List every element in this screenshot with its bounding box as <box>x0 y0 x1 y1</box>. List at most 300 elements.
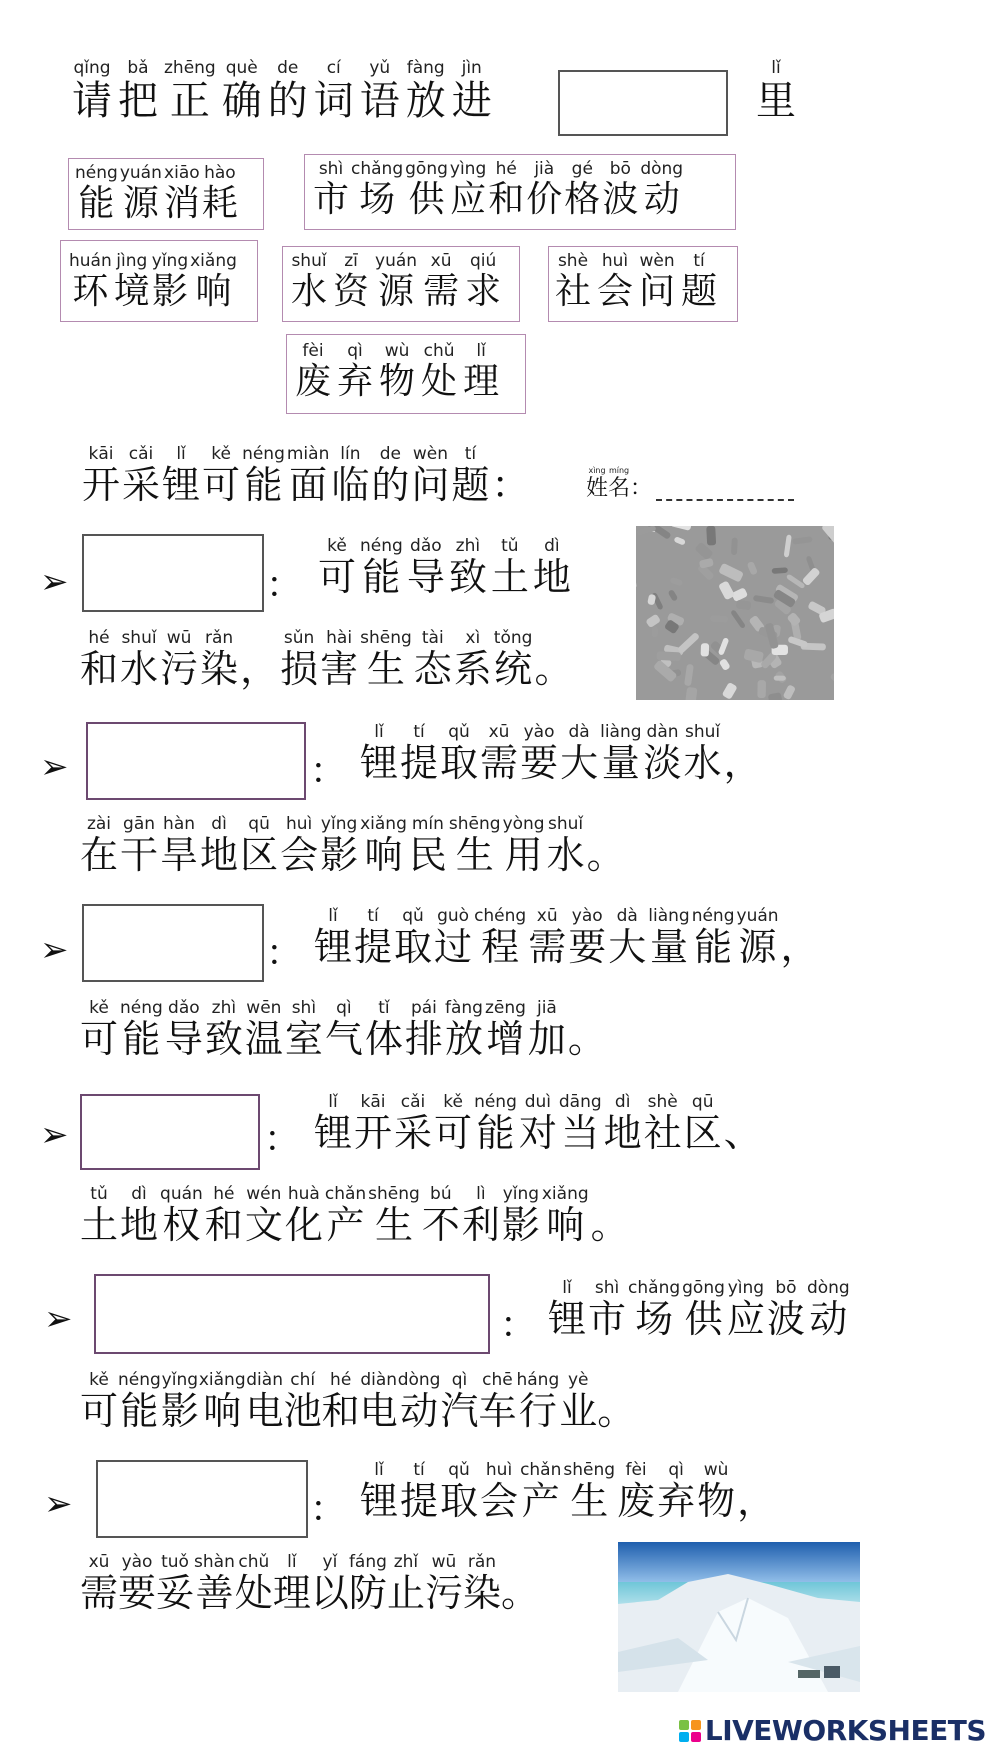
hanzi: 问 <box>639 271 676 312</box>
hanzi: 物 <box>379 361 416 402</box>
ruby-char <box>644 722 682 786</box>
pinyin: shēng <box>360 628 412 648</box>
hanzi: 场 <box>635 1297 674 1341</box>
hanzi: 能 <box>476 1111 515 1155</box>
pinyin: rǎn <box>467 1552 497 1572</box>
hanzi: 水 <box>291 271 328 312</box>
ruby-char <box>314 58 354 124</box>
hanzi: 区 <box>683 1111 722 1155</box>
hanzi: 名 <box>608 476 631 501</box>
pinyin: xiǎng <box>198 1370 246 1390</box>
pinyin: tí <box>413 722 425 742</box>
hanzi: 消 <box>163 183 200 224</box>
word-card-environmental-impact[interactable] <box>60 240 258 322</box>
hanzi: 可 <box>80 1017 119 1061</box>
hanzi: ， <box>780 925 819 969</box>
bullet-arrow: ➢ <box>40 1115 69 1155</box>
pinyin: zēng <box>484 998 526 1018</box>
ruby-char <box>400 1460 438 1524</box>
ruby-char <box>360 1460 398 1524</box>
word-card-social-issues[interactable] <box>548 246 738 322</box>
ruby-char <box>80 1184 118 1248</box>
ruby-char <box>528 998 566 1062</box>
ruby-char <box>122 444 160 508</box>
ruby-char <box>118 58 158 124</box>
ruby-char <box>440 1370 478 1434</box>
ruby-char <box>245 1184 283 1248</box>
pinyin: yào <box>571 906 603 926</box>
lithium-pellets-photo <box>636 526 834 700</box>
pinyin: zhì <box>211 998 237 1018</box>
pinyin: qì <box>451 1370 468 1390</box>
logo-text: LIVEWORKSHEETS <box>704 1714 986 1747</box>
ruby-char <box>406 58 446 124</box>
bullet-arrow: ➢ <box>44 1484 73 1524</box>
hanzi: 生 <box>366 647 405 691</box>
hanzi: 地 <box>200 833 239 877</box>
ruby-char <box>285 1184 323 1248</box>
section-heading <box>82 444 531 508</box>
ruby-char <box>371 444 409 508</box>
hanzi: 导 <box>164 1017 203 1061</box>
pinyin: tí <box>693 251 705 271</box>
pinyin: huì <box>601 251 629 271</box>
ruby-char <box>503 814 545 878</box>
ruby-char <box>199 1370 246 1434</box>
pinyin: xiǎng <box>190 251 237 271</box>
ruby-char <box>463 341 499 402</box>
hanzi: 的 <box>267 78 308 124</box>
pinyin: zài <box>86 814 112 834</box>
colon: ： <box>500 1305 537 1346</box>
pinyin: néng <box>120 998 163 1018</box>
instruction-text <box>72 58 498 124</box>
hanzi: 要 <box>568 925 607 969</box>
hanzi: 、 <box>723 1111 762 1155</box>
pinyin: hé <box>213 1184 235 1204</box>
hanzi: 题 <box>681 271 718 312</box>
ruby-char <box>462 1184 500 1248</box>
pinyin: yìng <box>449 159 487 179</box>
ruby-char <box>586 466 608 501</box>
pinyin: lǐ <box>328 906 338 926</box>
pinyin: zī <box>344 251 358 271</box>
ruby-char <box>118 1552 156 1616</box>
colon: ： <box>310 751 347 792</box>
ruby-char <box>80 1370 118 1434</box>
pinyin: xū <box>536 906 558 926</box>
hanzi: 导 <box>406 555 445 599</box>
hanzi: 取 <box>440 741 479 785</box>
hanzi: 温 <box>244 1017 283 1061</box>
pinyin: de <box>379 444 401 464</box>
ruby-char <box>333 251 369 312</box>
pinyin: bú <box>430 1184 452 1204</box>
ruby-char <box>349 1552 387 1616</box>
pinyin <box>753 1460 758 1480</box>
hanzi: 和 <box>488 179 525 220</box>
ruby-char <box>202 163 238 224</box>
ruby-char <box>617 1460 655 1524</box>
hanzi: 大 <box>560 741 599 785</box>
pinyin: xiāo <box>164 163 200 183</box>
ruby-char <box>559 1092 602 1156</box>
hanzi: 社 <box>555 271 592 312</box>
pinyin: hé <box>495 159 517 179</box>
ruby-char <box>360 536 403 600</box>
hanzi: 对 <box>518 1111 557 1155</box>
hanzi: 地 <box>120 1203 159 1247</box>
ruby-char <box>194 1552 235 1616</box>
pinyin: lǐ <box>176 444 186 464</box>
hanzi: 动 <box>400 1389 439 1433</box>
hanzi: 。 <box>590 1203 629 1247</box>
hanzi: 系 <box>453 647 492 691</box>
ruby-char <box>320 628 358 692</box>
ruby-char <box>474 906 526 970</box>
ruby-char <box>463 1552 501 1616</box>
pinyin: néng <box>691 906 735 926</box>
hanzi: 。 <box>586 833 625 877</box>
pinyin: yǐng <box>502 1184 540 1204</box>
pinyin: cǎi <box>400 1092 426 1112</box>
hanzi: 生 <box>374 1203 413 1247</box>
hanzi: 区 <box>240 833 279 877</box>
hanzi: 需 <box>528 925 567 969</box>
answer-box-4[interactable] <box>80 1094 260 1170</box>
answer-box-6[interactable] <box>96 1460 308 1538</box>
pinyin: qiú <box>469 251 497 271</box>
hanzi: 放 <box>405 78 446 124</box>
ruby-char <box>519 1092 557 1156</box>
hanzi: 物 <box>697 1479 736 1523</box>
hanzi: 处 <box>234 1571 273 1615</box>
ruby-char <box>379 341 415 402</box>
hanzi: 程 <box>481 925 520 969</box>
ruby-char <box>697 1460 735 1524</box>
pinyin: néng <box>118 1370 161 1390</box>
hanzi: 可 <box>202 463 241 507</box>
word-card-water-demand[interactable] <box>282 246 520 322</box>
ruby-char <box>405 159 448 220</box>
ruby-char <box>451 444 489 508</box>
ruby-char <box>246 1370 284 1434</box>
ruby-char <box>756 58 796 124</box>
pinyin: kě <box>89 1370 109 1390</box>
hanzi: 影 <box>320 833 359 877</box>
hanzi: 量 <box>601 741 640 785</box>
answer-box-3[interactable] <box>82 904 264 982</box>
pinyin: xì <box>465 628 481 648</box>
question-3-line-1 <box>314 906 821 970</box>
pinyin: zhēng <box>164 58 216 78</box>
pinyin: huán <box>69 251 112 271</box>
hanzi: 动 <box>809 1297 848 1341</box>
word-card-market-supply-price[interactable] <box>304 154 736 230</box>
hanzi: 。 <box>500 1571 539 1615</box>
pinyin: chǎn <box>324 1184 367 1204</box>
name-field[interactable] <box>586 466 794 501</box>
hanzi: 锂 <box>360 1479 399 1523</box>
ruby-char <box>440 722 478 786</box>
pinyin: qǔ <box>448 1460 470 1480</box>
pinyin: liàng <box>600 722 642 742</box>
pinyin: sǔn <box>283 628 315 648</box>
ruby-char <box>337 341 373 402</box>
ruby-char <box>807 1278 850 1342</box>
pinyin: yè <box>567 1370 589 1390</box>
pinyin: tí <box>464 444 477 464</box>
ruby-char <box>314 1092 352 1156</box>
hanzi: 提 <box>354 925 393 969</box>
question-5-line-1 <box>548 1278 852 1342</box>
pinyin: qū <box>248 814 270 834</box>
ruby-char <box>407 536 445 600</box>
ruby-char <box>555 251 591 312</box>
hanzi: 弃 <box>657 1479 696 1523</box>
pinyin: què <box>225 58 258 78</box>
ruby-char <box>491 444 529 508</box>
ruby-char <box>547 814 585 878</box>
question-6-line-2 <box>80 1552 539 1616</box>
pinyin: gōng <box>682 1278 725 1298</box>
ruby-char <box>608 466 630 501</box>
ruby-char <box>120 628 158 692</box>
hanzi: 波 <box>766 1297 805 1341</box>
pinyin <box>256 628 261 648</box>
question-4-line-2 <box>80 1184 631 1248</box>
pinyin: yǐng <box>161 1370 199 1390</box>
pinyin: shè <box>557 251 589 271</box>
hanzi: 取 <box>440 1479 479 1523</box>
answer-box-1[interactable] <box>82 534 264 612</box>
hanzi: 的 <box>371 463 410 507</box>
pinyin: kě <box>89 998 109 1018</box>
ruby-char <box>354 1092 392 1156</box>
pinyin: wén <box>246 1184 282 1204</box>
ruby-char <box>608 906 646 970</box>
pinyin: wù <box>703 1460 729 1480</box>
pinyin: dòng <box>806 1278 850 1298</box>
hanzi: 害 <box>320 647 359 691</box>
answer-box-5[interactable] <box>94 1274 490 1354</box>
pinyin: wù <box>384 341 410 361</box>
hanzi: 源 <box>122 183 159 224</box>
pinyin: duì <box>524 1092 552 1112</box>
hanzi: 提 <box>400 741 439 785</box>
ruby-char <box>639 251 675 312</box>
hanzi: 开 <box>354 1111 393 1155</box>
ruby-char <box>200 814 238 878</box>
ruby-char <box>528 906 566 970</box>
hanzi: 旱 <box>160 833 199 877</box>
pinyin: chǔ <box>238 1552 270 1572</box>
ruby-char <box>591 1184 629 1248</box>
colon: ： <box>266 933 303 974</box>
ruby-char <box>291 251 327 312</box>
question-5-line-2 <box>80 1370 635 1434</box>
pinyin: shuǐ <box>121 628 157 648</box>
hanzi: 影 <box>160 1389 199 1433</box>
hanzi: 场 <box>359 179 396 220</box>
pinyin: dǎo <box>410 536 442 556</box>
pinyin: xū <box>430 251 452 271</box>
word-card-energy-consumption[interactable] <box>68 158 264 230</box>
name-input-line[interactable] <box>656 475 794 501</box>
hanzi: 波 <box>602 179 639 220</box>
hanzi: 能 <box>122 1017 161 1061</box>
ruby-char <box>120 998 163 1062</box>
pinyin: hàn <box>163 814 196 834</box>
hanzi: 生 <box>570 1479 609 1523</box>
hanzi: 生 <box>455 833 494 877</box>
hanzi: 电 <box>359 1389 398 1433</box>
pinyin <box>603 814 608 834</box>
hanzi: 水 <box>683 741 722 785</box>
ruby-char <box>737 1460 775 1524</box>
pinyin: shuǐ <box>291 251 327 271</box>
pinyin: míng <box>608 466 630 475</box>
hanzi: 用 <box>504 833 543 877</box>
ruby-char <box>781 906 819 970</box>
hanzi: 词 <box>313 78 354 124</box>
ruby-char <box>72 58 112 124</box>
ruby-char <box>311 1552 349 1616</box>
pinyin: cǎi <box>128 444 154 464</box>
pinyin: xū <box>488 722 510 742</box>
hanzi: 供 <box>684 1297 723 1341</box>
pinyin: chē <box>482 1370 513 1390</box>
hanzi: 社 <box>643 1111 682 1155</box>
pinyin: yòng <box>502 814 545 834</box>
liveworksheets-logo-icon <box>679 1720 701 1742</box>
hanzi: 环 <box>72 271 109 312</box>
ruby-char <box>365 998 403 1062</box>
pinyin: shì <box>318 159 344 179</box>
ruby-char <box>568 906 606 970</box>
hanzi: 排 <box>404 1017 443 1061</box>
hanzi: 和 <box>204 1203 243 1247</box>
ruby-char <box>268 58 308 124</box>
ruby-char <box>331 444 369 508</box>
pinyin: jìn <box>461 58 482 78</box>
ruby-char <box>414 628 452 692</box>
ruby-char <box>564 159 600 220</box>
ruby-char <box>684 1092 722 1156</box>
hanzi: 废 <box>617 1479 656 1523</box>
hanzi: 正 <box>169 78 210 124</box>
pinyin: huà <box>287 1184 320 1204</box>
pinyin: wū <box>431 1552 457 1572</box>
ruby-char <box>405 998 443 1062</box>
ruby-char <box>478 1370 516 1434</box>
hanzi: 污 <box>160 647 199 691</box>
question-3-line-2 <box>80 998 608 1062</box>
hanzi: ， <box>737 1479 776 1523</box>
pinyin: liàng <box>648 906 690 926</box>
logo-square <box>679 1720 689 1730</box>
ruby-char <box>368 1184 420 1248</box>
pinyin: lǐ <box>374 1460 384 1480</box>
pinyin: hé <box>330 1370 352 1390</box>
pinyin: tí <box>413 1460 425 1480</box>
hanzi: 民 <box>408 833 447 877</box>
hanzi: 确 <box>221 78 262 124</box>
bullet-arrow: ➢ <box>40 562 69 602</box>
hanzi: 可 <box>80 1389 119 1433</box>
ruby-char <box>597 1370 635 1434</box>
hanzi: 。 <box>597 1389 636 1433</box>
hanzi: 量 <box>649 925 688 969</box>
ruby-char <box>465 251 501 312</box>
pinyin: lín <box>340 444 361 464</box>
pinyin <box>614 1370 619 1390</box>
ruby-char <box>445 998 483 1062</box>
hanzi: 应 <box>726 1297 765 1341</box>
hanzi: 善 <box>195 1571 234 1615</box>
pinyin: tǒng <box>493 628 533 648</box>
pinyin: qì <box>347 341 363 361</box>
ruby-char <box>118 1370 161 1434</box>
word-card-water-demand-text <box>283 247 519 312</box>
ruby-char <box>325 998 363 1062</box>
pinyin: shì <box>594 1278 620 1298</box>
pinyin: zhǐ <box>393 1552 419 1572</box>
pinyin: cí <box>326 58 341 78</box>
ruby-char <box>313 159 349 220</box>
pinyin: yào <box>523 722 555 742</box>
hanzi: 气 <box>324 1017 363 1061</box>
ruby-char <box>533 536 571 600</box>
hanzi: 过 <box>434 925 473 969</box>
ruby-char <box>488 159 524 220</box>
pinyin: yuán <box>736 906 779 926</box>
hanzi: 防 <box>348 1571 387 1615</box>
pinyin: tǔ <box>90 1184 108 1204</box>
hanzi: 需 <box>480 741 519 785</box>
hanzi: 供 <box>408 179 445 220</box>
pinyin <box>551 628 556 648</box>
ruby-char <box>411 444 449 508</box>
hanzi: 池 <box>283 1389 322 1433</box>
pinyin: dǎo <box>168 998 200 1018</box>
hanzi: 市 <box>313 179 350 220</box>
lithium-salt-flats-photo <box>618 1542 860 1692</box>
word-card-environmental-impact-text <box>61 241 257 312</box>
ruby-char <box>559 1370 597 1434</box>
ruby-char <box>657 1460 695 1524</box>
pinyin: kě <box>443 1092 463 1112</box>
ruby-char <box>160 628 198 692</box>
ruby-char <box>165 998 203 1062</box>
pinyin: wēn <box>246 998 282 1018</box>
hanzi: 车 <box>478 1389 517 1433</box>
ruby-char <box>548 1278 586 1342</box>
hanzi: 产 <box>521 1479 560 1523</box>
pinyin: qū <box>691 1092 714 1112</box>
ruby-char <box>360 628 412 692</box>
hanzi: 能 <box>120 1389 159 1433</box>
answer-box-2[interactable] <box>86 722 306 800</box>
ruby-char <box>682 1278 725 1342</box>
pinyin: fàng <box>444 998 483 1018</box>
hanzi: 致 <box>204 1017 243 1061</box>
name-label <box>586 466 652 501</box>
pinyin: gōng <box>405 159 448 179</box>
pinyin: dà <box>568 722 590 742</box>
pinyin: lǐ <box>328 1092 338 1112</box>
word-card-waste-disposal[interactable] <box>286 334 526 414</box>
